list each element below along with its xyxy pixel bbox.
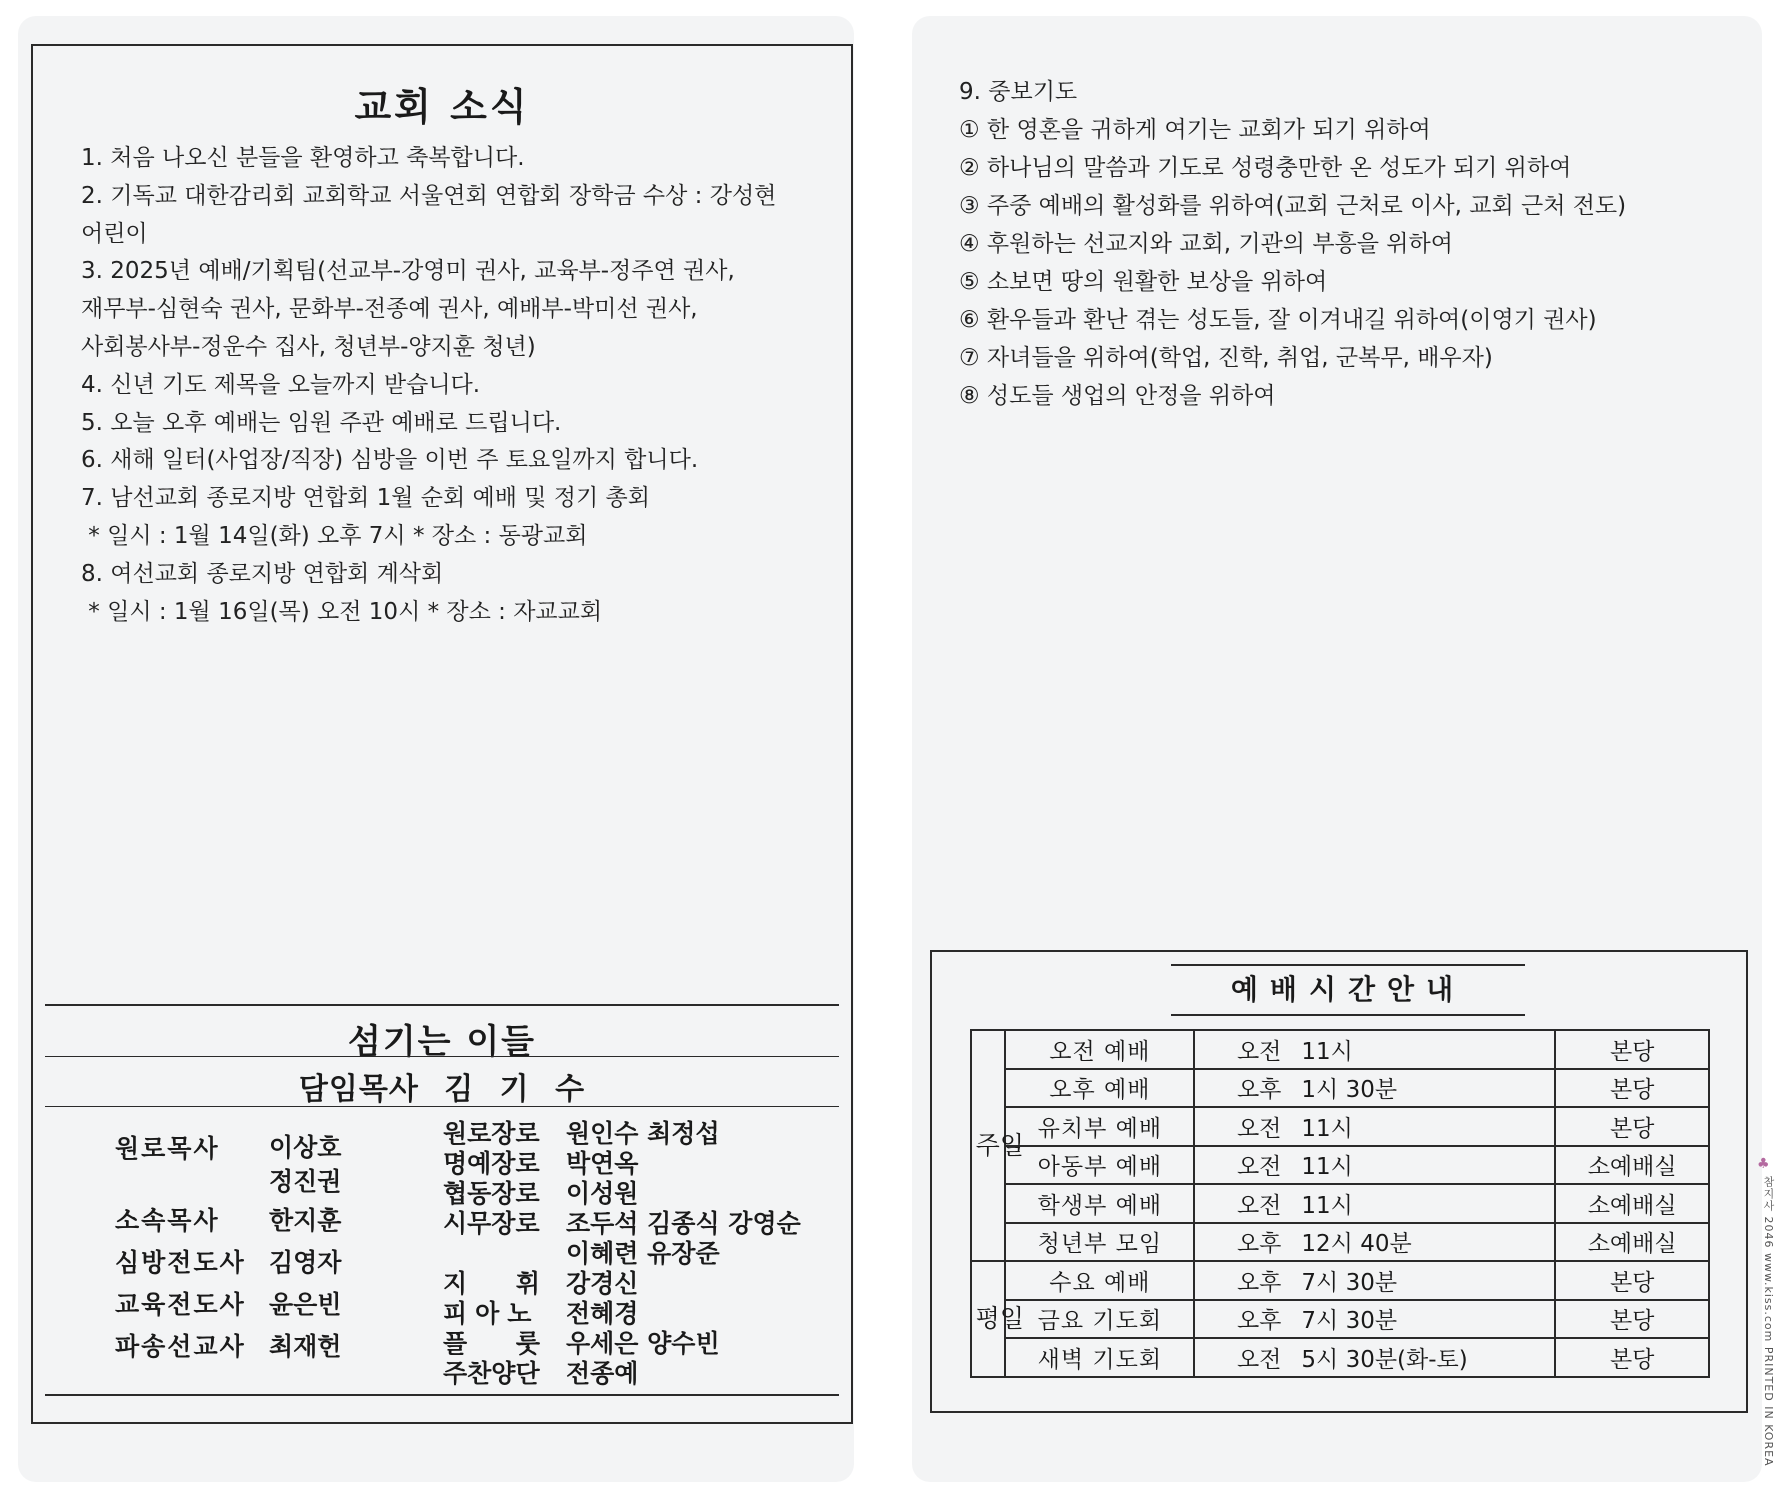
table-row: [971, 1184, 1709, 1223]
service-place: 소예배실: [1555, 1146, 1709, 1185]
staff-name: 김영자: [269, 1248, 342, 1277]
news-item: 어린이: [81, 220, 148, 247]
service-time: [1194, 1146, 1555, 1185]
service-place: 본당: [1555, 1300, 1709, 1339]
printer-logo-icon: ♣: [1757, 1156, 1770, 1172]
service-name: 금요 기도회: [1005, 1300, 1194, 1339]
staff-label: 심방전도사: [115, 1248, 246, 1277]
news-item: 4. 신년 기도 제목을 오늘까지 받습니다.: [81, 371, 481, 398]
service-time: [1194, 1223, 1555, 1262]
servants-mid-rule: [45, 1056, 839, 1057]
staff-name: 이혜련 유장준: [566, 1239, 720, 1268]
news-item: 재무부-심현숙 권사, 문화부-전종예 권사, 예배부-박미선 권사,: [81, 296, 698, 323]
service-place: 본당: [1555, 1338, 1709, 1377]
staff-name: 정진권: [269, 1167, 342, 1196]
staff-name: 한지훈: [269, 1206, 342, 1235]
service-time: [1194, 1300, 1555, 1339]
service-time: [1194, 1338, 1555, 1377]
staff-label: 시무장로: [443, 1209, 540, 1238]
service-ampm: 오후: [1236, 1269, 1282, 1296]
servants-top-rule: [45, 1004, 839, 1006]
service-name: 오후 예배: [1005, 1069, 1194, 1108]
news-item: 3. 2025년 예배/기획팀(선교부-강영미 권사, 교육부-정주연 권사,: [81, 258, 735, 285]
staff-label: 파송선교사: [115, 1332, 246, 1361]
service-ampm: 오후: [1236, 1231, 1282, 1258]
table-row: [971, 1300, 1709, 1339]
staff-name: 윤은빈: [269, 1290, 342, 1319]
staff-label: 지 휘: [443, 1269, 541, 1298]
left-page: [18, 16, 854, 1482]
service-ampm: 오전: [1236, 1115, 1282, 1142]
prayer-item: ⑧ 성도들 생업의 안정을 위하여: [959, 383, 1276, 409]
service-hour: 11시: [1301, 1115, 1353, 1142]
service-time: [1194, 1030, 1555, 1069]
table-row: [971, 1223, 1709, 1262]
service-hour: 11시: [1301, 1038, 1353, 1065]
staff-label: 주찬양단: [443, 1359, 540, 1388]
service-ampm: 오후: [1236, 1308, 1282, 1335]
service-time: [1194, 1069, 1555, 1108]
service-place: 본당: [1555, 1069, 1709, 1108]
staff-label: 피아노: [443, 1299, 540, 1328]
news-title: 교회 소식: [354, 85, 530, 129]
service-name: 오전 예배: [1005, 1030, 1194, 1069]
staff-name: 박연옥: [566, 1149, 639, 1178]
table-row: [971, 1107, 1709, 1146]
service-place: 본당: [1555, 1030, 1709, 1069]
service-name: 수요 예배: [1005, 1261, 1194, 1300]
news-item: * 일시 : 1월 14일(화) 오후 7시 * 장소 : 동광교회: [81, 522, 588, 549]
service-hour: 11시: [1301, 1192, 1353, 1219]
right-page: [912, 16, 1775, 1482]
service-hour: 5시 30분(화-토): [1301, 1346, 1468, 1373]
service-hour: 7시 30분: [1301, 1308, 1398, 1335]
prayer-item: ④ 후원하는 선교지와 교회, 기관의 부흥을 위하여: [959, 231, 1453, 257]
news-list: [81, 140, 831, 631]
prayer-list: [959, 73, 1626, 415]
service-name: 아동부 예배: [1005, 1146, 1194, 1185]
service-place: 본당: [1555, 1261, 1709, 1300]
schedule-table: [970, 1029, 1710, 1378]
staff-name: 강경신: [566, 1269, 639, 1298]
staff-label: 소속목사: [115, 1206, 220, 1235]
service-place: 본당: [1555, 1107, 1709, 1146]
schedule-title: 예배시간안내: [1171, 964, 1525, 1016]
staff-label: 원로목사: [115, 1134, 220, 1163]
group-label: 주일: [975, 1130, 1024, 1160]
table-row: [971, 1261, 1709, 1300]
left-frame: [31, 44, 853, 1424]
news-item: 1. 처음 나오신 분들을 환영하고 축복합니다.: [81, 145, 525, 171]
staff-name: 원인수 최정섭: [566, 1119, 720, 1148]
news-item: 8. 여선교회 종로지방 연합회 계삭회: [81, 560, 444, 587]
staff-label: 명예장로: [443, 1149, 540, 1178]
table-row: [971, 1146, 1709, 1185]
staff-label: 원로장로: [443, 1119, 540, 1148]
staff-label: 플 룻: [443, 1329, 541, 1358]
prayer-item: ② 하나님의 말씀과 기도로 성령충만한 온 성도가 되기 위하여: [959, 155, 1572, 181]
service-hour: 7시 30분: [1301, 1269, 1398, 1296]
service-hour: 11시: [1301, 1154, 1353, 1181]
service-ampm: 오전: [1236, 1038, 1282, 1065]
service-ampm: 오후: [1236, 1077, 1282, 1104]
service-time: [1194, 1261, 1555, 1300]
news-item: * 일시 : 1월 16일(목) 오전 10시 * 장소 : 자교교회: [81, 598, 603, 625]
staff-name: 전종예: [566, 1359, 639, 1388]
prayer-item: ⑤ 소보면 땅의 원활한 보상을 위하여: [959, 269, 1328, 295]
print-mark: 참지사 2046 www.kiss.com PRINTED IN KOREA: [1762, 1176, 1775, 1467]
group-weekday: [971, 1261, 1024, 1377]
service-name: 유치부 예배: [1005, 1107, 1194, 1146]
table-row: [971, 1338, 1709, 1377]
service-name: 청년부 모임: [1005, 1223, 1194, 1262]
service-name: 새벽 기도회: [1005, 1338, 1194, 1377]
service-place: 소예배실: [1555, 1184, 1709, 1223]
prayer-item: ① 한 영혼을 귀하게 여기는 교회가 되기 위하여: [959, 117, 1431, 143]
service-ampm: 오전: [1236, 1192, 1282, 1219]
senior-pastor: 담임목사 김 기 수: [298, 1072, 586, 1107]
staff-name: 전혜경: [566, 1299, 639, 1328]
pastor-rule: [45, 1106, 839, 1107]
table-row: [971, 1030, 1709, 1069]
prayer-item: ⑥ 환우들과 환난 겪는 성도들, 잘 이겨내길 위하여(이영기 권사): [959, 307, 1597, 333]
service-time: [1194, 1184, 1555, 1223]
staff-name: 이상호: [269, 1133, 342, 1162]
news-item: 사회봉사부-정운수 집사, 청년부-양지훈 청년): [81, 333, 536, 360]
staff-name: 우세은 양수빈: [566, 1329, 720, 1358]
table-row: [971, 1069, 1709, 1108]
service-name: 학생부 예배: [1005, 1184, 1194, 1223]
staff-name: 최재헌: [269, 1332, 342, 1361]
prayer-item: ⑦ 자녀들을 위하여(학업, 진학, 취업, 군복무, 배우자): [959, 345, 1493, 371]
service-place: 소예배실: [1555, 1223, 1709, 1262]
news-item: 7. 남선교회 종로지방 연합회 1월 순회 예배 및 정기 총회: [81, 485, 650, 512]
servants-title: 섬기는 이들: [347, 1022, 537, 1062]
prayer-item: ③ 주중 예배의 활성화를 위하여(교회 근처로 이사, 교회 근처 전도): [959, 193, 1627, 219]
news-item: 5. 오늘 오후 예배는 임원 주관 예배로 드립니다.: [81, 409, 562, 436]
service-ampm: 오전: [1236, 1346, 1282, 1373]
staff-name: 조두석 김종식 강영순: [566, 1209, 801, 1238]
group-label: 평일: [975, 1303, 1024, 1333]
service-time: [1194, 1107, 1555, 1146]
servants-bottom-rule: [45, 1394, 839, 1396]
schedule-box: [930, 950, 1748, 1413]
staff-label: 협동장로: [443, 1179, 540, 1208]
news-item: 6. 새해 일터(사업장/직장) 심방을 이번 주 토요일까지 합니다.: [81, 447, 699, 474]
staff-label: 교육전도사: [115, 1290, 246, 1319]
group-sunday: [971, 1030, 1024, 1261]
staff-name: 이성원: [566, 1179, 639, 1208]
service-hour: 1시 30분: [1301, 1077, 1398, 1104]
service-ampm: 오전: [1236, 1154, 1282, 1181]
service-hour: 12시 40분: [1301, 1231, 1412, 1258]
news-item: 2. 기독교 대한감리회 교회학교 서울연회 연합회 장학금 수상 : 강성현: [81, 182, 777, 209]
prayer-item: 9. 중보기도: [959, 79, 1078, 105]
